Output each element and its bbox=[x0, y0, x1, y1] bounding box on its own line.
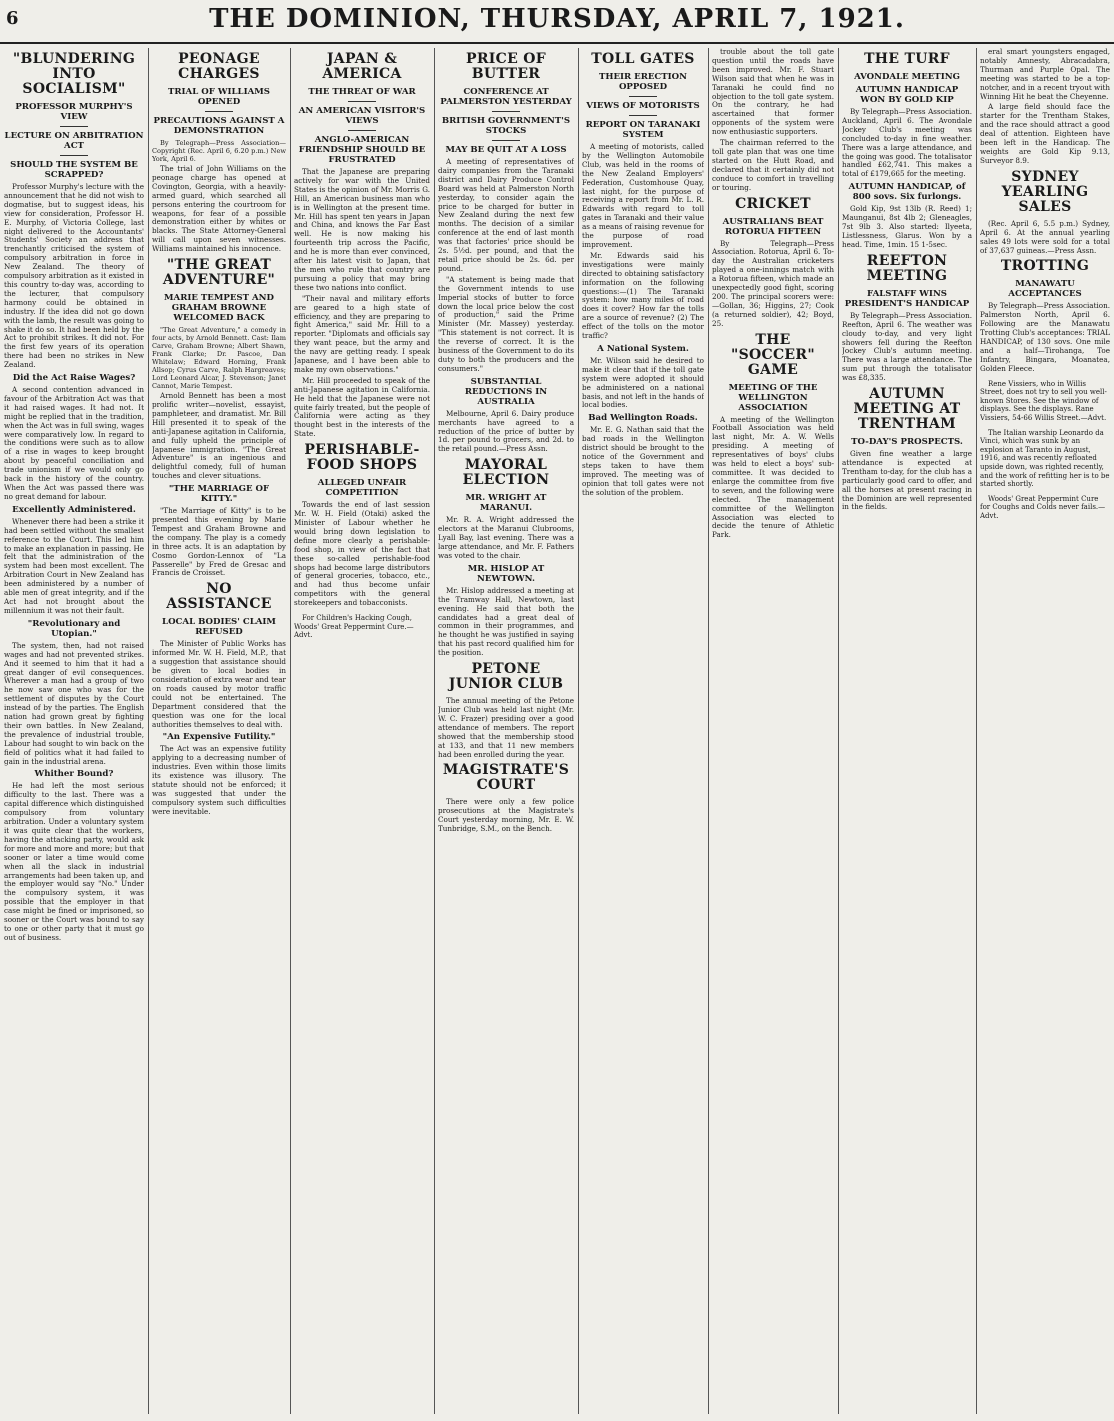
headline-trentham: AUTUMN MEETING AT TRENTHAM bbox=[853, 386, 961, 433]
article-paragraph: Professor Murphy's lecture with the announcement that he did not wish to dogmatise, but to suggest ideas, his view for consideration, Professor H. E. Murphy, of Victoria College, last night delivered to the Accountants' Students' Society an address that trenchantly criticised the system of compulsory arbitration in force in New Zealand. The theory of compulsory arbitration as it existed in this country to-day was, according to the lecturer, that compulsory harmony could be obtained in industry. If the idea did not go down with the lamb, the result was going to shake it do so. It had been held by the Act to prohibit strikes. It did not. For the first few years of its operation there had been no strikes in New Zealand. bbox=[4, 182, 144, 370]
subhead-scrapped: SHOULD THE SYSTEM BE SCRAPPED? bbox=[10, 160, 138, 180]
subhead-rotorua-fifteen: AUSTRALIANS BEAT ROTORUA FIFTEEN bbox=[722, 216, 824, 237]
subhead-quit-at-loss: MAY BE QUIT AT A LOSS bbox=[445, 145, 567, 155]
column-4 bbox=[438, 48, 574, 1416]
subhead-precautions: PRECAUTIONS AGAINST A DEMONSTRATION bbox=[153, 116, 285, 136]
page-title: THE DOMINION, THURSDAY, APRIL 7, 1921. bbox=[209, 4, 905, 34]
section-heading: A National System. bbox=[597, 343, 689, 354]
headline-soccer-game: THE "SOCCER" GAME bbox=[731, 331, 815, 378]
headline-japan-america: JAPAN & AMERICA bbox=[322, 51, 402, 82]
headline-peonage-charges: PEONAGE CHARGES bbox=[178, 51, 260, 82]
article-paragraph: By Telegraph—Press Association. Rotorua, April 6. To-day the Australian cricketers played a one-innings match with a Rotorua fifteen, which made an unexpectedly good fight, scoring 200. The principal scorers were:—Gollan, 36; Higgins, 27; Cook (a returned soldier), 42; Boyd, 25. bbox=[712, 238, 834, 328]
article-paragraph: He had left the most serious difficulty to the last. There was a capital difference which distinguished compulsory from voluntary arbitration. Under a voluntary system it was quite clear that the workers, having the attacking party, would ask for more and more and more; but that sooner or later a time would come when all the slack in industrial arrangements had been taken up, and the employer would say "No." Under the compulsory system, it was possible that the employer in that case might be fined or imprisoned, so sooner or the Court was bound to say to one or other party that it must go out of business. bbox=[4, 781, 144, 942]
article-paragraph: Given fine weather a large attendance is expected at Trentham to-day, for the club has a particularly good card to offer, and all the horses at present racing in the Dominion are well represented in the fields. bbox=[842, 449, 972, 512]
section-heading: "THE MARRIAGE OF KITTY." bbox=[168, 484, 270, 505]
subhead-arbitration-lecture: LECTURE ON ARBITRATION ACT bbox=[4, 131, 144, 151]
section-heading: Did the Act Raise Wages? bbox=[12, 373, 136, 384]
article-paragraph: trouble about the toll gate question until the roads have been improved. Mr. F. Stuart Wilson said that when he was in Taranaki he could find no objection to the toll gate system. On the contrary, he had ascertained that former opponents of the system were now enthusiastic supporters. bbox=[712, 48, 834, 137]
subhead-visitors-views: AN AMERICAN VISITOR'S VIEWS bbox=[298, 106, 426, 126]
subhead-prospects: TO-DAY'S PROSPECTS. bbox=[851, 437, 963, 448]
page-number: 6 bbox=[6, 8, 19, 29]
headline-no-assistance: NO ASSISTANCE bbox=[166, 581, 272, 613]
byline: By Telegraph—Press Association—Copyright (Rec. April 6, 6.20 p.m.) New York, April 6. bbox=[152, 139, 286, 163]
subhead-erection-opposed: THEIR ERECTION OPPOSED bbox=[598, 72, 688, 92]
article-paragraph: eral smart youngsters engaged, notably Amnesty, Abracadabra, Thurman and Purple Opal. The meeting was started to be a top-notcher, and in a recent tryout with Winning Hit he beat the Cheyenne. bbox=[980, 48, 1110, 101]
news-brief: The Italian warship Leonardo da Vinci, which was sunk by an explosion at Taranto in August, 1916, and was recently refloated upside down, was righted recently, and the work of refitting her is to be started shortly. bbox=[980, 428, 1110, 489]
article-paragraph: Mr. E. G. Nathan said that the bad roads in the Wellington district should be brought to the notice of the Government and steps taken to have them improved. The meeting was of opinion that toll gates were not the solution of the problem. bbox=[582, 425, 704, 497]
advertisement: For Children's Hacking Cough, Woods' Great Peppermint Cure.—Advt. bbox=[294, 614, 414, 640]
race-result: Gold Kip, 9st 13lb (R. Reed) 1; Maunganui, 8st 4lb 2; Gleneagles, 7st 9lb 3. Also started: Ilyeeta, Listlessness, Glarus. Won by a head. Time, 1min. 15 1-5sec. bbox=[842, 204, 972, 249]
subhead-conference: CONFERENCE AT PALMERSTON YESTERDAY bbox=[440, 87, 572, 107]
article-paragraph: The Act was an expensive futility applying to a decreasing number of industries. Even within those limits its existence was illusory. The statute should not be enforced; it was suggested that under the compulsory system such difficulties were inevitable. bbox=[152, 744, 286, 816]
article-paragraph: Mr. R. A. Wright addressed the electors at the Maranui Clubrooms, Lyall Bay, last evening. There was a large attendance, and Mr. F. Fathers was voted to the chair. bbox=[438, 515, 574, 560]
subhead-unfair-competition: ALLEGED UNFAIR COMPETITION bbox=[317, 478, 407, 499]
headline-petone-junior: PETONE JUNIOR CLUB bbox=[448, 661, 564, 693]
headline-blundering-socialism: "BLUNDERING INTO SOCIALISM" bbox=[12, 51, 136, 97]
subhead-tempest-browne: MARIE TEMPEST AND GRAHAM BROWNE WELCOMED BACK bbox=[164, 293, 274, 324]
section-heading: "Revolutionary and Utopian." bbox=[27, 618, 121, 639]
section-heading: SUBSTANTIAL REDUCTIONS IN AUSTRALIA bbox=[464, 376, 548, 407]
subhead-anglo-american: ANGLO-AMERICAN FRIENDSHIP SHOULD BE FRUSTRATED bbox=[298, 135, 426, 165]
column-6 bbox=[712, 48, 834, 1416]
column-5 bbox=[582, 48, 704, 1416]
section-heading: Excellently Administered. bbox=[12, 504, 136, 515]
article-paragraph: "A statement is being made that the Government intends to use Imperial stocks of butter to force down the local price below the cost of production," said the Prime Minister (Mr. Massey) yesterday. "This statement is not correct. It is the reverse of correct. It is the business of the Government to do its duty to both the producers and the consumers." bbox=[438, 274, 574, 373]
article-paragraph: (Rec. April 6, 5.5 p.m.) Sydney, April 6. At the annual yearling sales 49 lots were sold for a total of 37,637 guineas.—Press Assn. bbox=[980, 218, 1110, 255]
headline-the-turf: THE TURF bbox=[864, 51, 950, 67]
article-paragraph: Whenever there had been a strike it had been settled without the smallest reference to the Court. This led him to make an explanation in passing. He felt that the administration of the system had been most excellent. The Arbitration Court in New Zealand has been administered by a number of able men of great integrity, and if the Act had not brought about the millennium it was not their fault. bbox=[4, 516, 144, 615]
column-8 bbox=[980, 48, 1110, 1416]
column-7 bbox=[842, 48, 972, 1416]
article-paragraph: By Telegraph—Press Association. Reefton, April 6. The weather was cloudy to-day, and very light showers fell during the Reefton Jockey Club's autumn meeting. There was a large attendance. The sum put through the totalisator was £8,335. bbox=[842, 310, 972, 383]
subhead-gold-kip: AUTUMN HANDICAP WON BY GOLD KIP bbox=[855, 85, 959, 105]
article-paragraph: Arnold Bennett has been a most prolific writer—novelist, essayist, pamphleteer, and dramatist. Mr. Bill Hill presented it to speak of the anti-Japanese agitation in California, and fully upheld the principle of Japanese immigration. "The Great Adventure" is an ingenious and delightful comedy, full of human touches and clever situations. bbox=[152, 391, 286, 481]
subhead-wellington-association: MEETING OF THE WELLINGTON ASSOCIATION bbox=[728, 382, 818, 413]
article-paragraph: By Telegraph—Press Association. Auckland, April 6. The Avondale Jockey Club's meeting was concluded to-day in fine weather. There was a large attendance, and the going was good. The totalisator handled £62,741. This makes a total of £179,665 for the meeting. bbox=[842, 107, 972, 179]
article-paragraph: "Their naval and military efforts are geared to a high state of efficiency, and they are preparing to fight America," said Mr. Hill to a reporter. "Diplomats and officials say they want peace, but the army and the navy are getting ready. I speak Japanese, and I have been able to make my own observations." bbox=[294, 293, 430, 374]
headline-magistrates-court: MAGISTRATE'S COURT bbox=[442, 762, 570, 794]
article-paragraph: Mr. Hislop addressed a meeting at the Tramway Hall, Newtown, last evening. He said that both the candidates had a great deal of common in their programmes, and he thought he was justified in saying that his past record qualified him for the position. bbox=[438, 585, 574, 658]
headline-great-adventure: "THE GREAT ADVENTURE" bbox=[162, 257, 276, 289]
headline-price-of-butter: PRICE OF BUTTER bbox=[466, 51, 546, 82]
masthead bbox=[0, 0, 1114, 44]
article-paragraph: The trial of John Williams on the peonage charge has opened at Covington, Georgia, with a heavily-armed guard, which searched all persons entering the courtroom for weapons, for fear of a possible demonstration either by whites or blacks. The State Attorney-General will call upon seven witnesses. Williams maintained his innocence. bbox=[152, 164, 286, 254]
column-3 bbox=[294, 48, 430, 1416]
headline-perishable-food: PERISHABLE-FOOD SHOPS bbox=[304, 442, 420, 474]
advertisement: Rene Vissiers, who in Willis Street, does not try to sell you well-known Stores. See the window of displays. See the displays. Rane Vissiers, 54-66 Willis Street.—Advt. bbox=[980, 379, 1107, 423]
article-paragraph: A meeting of the Wellington Football Association was held last night, Mr. A. W. Wells presiding. A meeting of representatives of boys' clubs was held to elect a boys' sub-committee. It was decided to enlarge the committee from five to seven, and the following were elected. The management committee of the Wellington Association was elected to decide the tenure of Athletic Park. bbox=[712, 414, 834, 540]
subhead-manawatu: MANAWATU ACCEPTANCES bbox=[1008, 279, 1082, 300]
subhead-views-motorists: VIEWS OF MOTORISTS bbox=[586, 101, 700, 111]
article-paragraph: The annual meeting of the Petone Junior Club was held last night (Mr. W. C. Frazer) presiding over a good attendance of members. The report showed that the membership stood at 133, and that 11 new members had been enrolled during the year. bbox=[438, 696, 574, 759]
article-paragraph: Mr. Edwards said his investigations were mainly directed to obtaining satisfactory information on the following questions:—(1) The Taranaki system: how many miles of road does it cover? How far the tolls are a source of revenue? (2) The effect of the tolls on the motor traffic? bbox=[582, 250, 704, 341]
section-heading: Bad Wellington Roads. bbox=[588, 413, 698, 424]
headline-cricket: CRICKET bbox=[735, 195, 811, 212]
subhead-avondale-meeting: AVONDALE MEETING bbox=[854, 72, 960, 82]
race-heading: AUTUMN HANDICAP, of 800 sovs. Six furlongs. bbox=[848, 182, 966, 203]
section-heading: MR. WRIGHT AT MARANUI. bbox=[465, 493, 547, 514]
column-2 bbox=[152, 48, 286, 1416]
headline-toll-gates: TOLL GATES bbox=[591, 51, 695, 67]
section-heading: "An Expensive Futility." bbox=[162, 732, 276, 743]
article-paragraph: The Minister of Public Works has informed Mr. W. H. Field, M.P., that a suggestion that assistance should be given to local bodies in consideration of extra wear and tear on roads caused by motor traffic could not be entertained. The Department considered that the question was one for the local authorities themselves to deal with. bbox=[152, 639, 286, 729]
article-paragraph: A meeting of motorists, called by the Wellington Automobile Club, was held in the rooms of the New Zealand Employers' Federation, Customhouse Quay, last night, for the purpose of receiving a report from Mr. L. R. Edwards with regard to toll gates in Taranaki and their value as a means of raising revenue for the purpose of road improvement. bbox=[582, 142, 704, 249]
article-paragraph: Mr. Wilson said he desired to make it clear that if the toll gate system were adopted it should be administered on a national basis, and not left in the hands of local bodies. bbox=[582, 355, 704, 410]
subhead-british-stocks: BRITISH GOVERNMENT'S STOCKS bbox=[441, 116, 571, 136]
article-paragraph: "The Marriage of Kitty" is to be presented this evening by Marie Tempest and Graham Browne and the company. The play is a comedy in three acts. It is an adaptation by Cosmo Gordon-Lennox of "La Passerelle" by Fred de Gresac and Francis de Croisset. bbox=[152, 506, 286, 578]
subhead-taranaki-report: REPORT ON TARANAKI SYSTEM bbox=[585, 120, 701, 140]
article-paragraph: By Telegraph—Press Association. Palmerston North, April 6. Following are the Manawatu Trotting Club's acceptances: TRIAL HANDICAP, of 130 sovs. One mile and a half—Tirohanga, Toe Infantry, Bingara, Moanatea, Golden Fleece. bbox=[980, 301, 1110, 373]
column-1 bbox=[4, 48, 144, 1416]
subhead-williams-trial: TRIAL OF WILLIAMS OPENED bbox=[167, 87, 270, 107]
article-paragraph: Mr. Hill proceeded to speak of the anti-Japanese agitation in California. He held that the Japanese were not quite fairly treated, but the people of California were acting as they thought best in the interests of the State. bbox=[294, 375, 430, 439]
subhead-threat-of-war: THE THREAT OF WAR bbox=[308, 87, 416, 97]
cast-list: "The Great Adventure," a comedy in four acts, by Arnold Bennett. Cast: Ilam Carve, Graham Browne; Albert Shawn, Frank Clarke; Dr. Pascoe, Dan Whitelaw; Edward Horning, Frank Allsop; Cyrus Carve, Ralph Hargreaves; Lord Leonard Alcar, J. Stevenson; Janet Cannot, Marie Tempest. bbox=[152, 326, 286, 391]
headline-mayoral-election: MAYORAL ELECTION bbox=[462, 457, 550, 489]
subhead-murphy-view: PROFESSOR MURPHY'S VIEW bbox=[15, 102, 133, 122]
article-paragraph: Towards the end of last session Mr. W. H. Field (Otaki) asked the Minister of Labour whether he would bring down legislation to define more clearly a perishable-food shop, in view of the fact that these so-called perishable-food shops had become large distributors of general groceries, tobacco, etc., and had thus become unfair competitors with the general storekeepers and tobacconists. bbox=[294, 500, 430, 608]
article-paragraph: Melbourne, April 6. Dairy produce merchants have agreed to a reduction of the price of butter by 1d. per pound to grocers, and 2d. to the retail pound.—Press Assn. bbox=[438, 408, 574, 454]
article-paragraph: A second contention advanced in favour of the Arbitration Act was that it had raised wages. It had not. It might be replied that in the tradition, when the Act was in full swing, wages were comparatively low. In regard to the conditions were such as to allow of a rise in wages to keep brought about by peaceful conciliation and trade unionism if we would only go back in the history of the country. When the Act was passed there was no great demand for labour. bbox=[4, 385, 144, 501]
subhead-falstaff: FALSTAFF WINS PRESIDENT'S HANDICAP bbox=[844, 288, 970, 309]
headline-sydney-yearling: SYDNEY YEARLING SALES bbox=[1001, 168, 1089, 215]
headline-trotting: TROTTING bbox=[1000, 258, 1090, 275]
section-heading: MR. HISLOP AT NEWTOWN. bbox=[467, 563, 545, 584]
headline-reefton-meeting: REEFTON MEETING bbox=[866, 252, 948, 284]
article-paragraph: The system, then, had not raised wages and had not prevented strikes. And it seemed to him that it had a great danger of evil consequences. Wherever a man had a group of two he now saw one who was for the settlement of disputes by the Court instead of by the parties. The English nation had grown great by fighting their own battles. In New Zealand, the prevalence of industrial trouble, Labour had sought to win back on the field of politics what it had failed to gain in the industrial arena. bbox=[4, 640, 144, 766]
advertisement: Woods' Great Peppermint Cure for Coughs and Colds never fails.—Advt. bbox=[980, 494, 1106, 520]
subhead-local-bodies: LOCAL BODIES' CLAIM REFUSED bbox=[162, 617, 276, 638]
article-paragraph: There were only a few police prosecutions at the Magistrate's Court yesterday morning, Mr. E. W. Tunbridge, S.M., on the Bench. bbox=[438, 797, 574, 834]
article-paragraph: A meeting of representatives of dairy companies from the Taranaki district and Dairy Produce Control Board was held at Palmerston North yesterday, to consider again the price to be charged for butter in New Zealand during the next few months. The decision of a similar conference at the end of last month was that factories' price should be 2s. 5½d. per pound, and that the retail price should be 2s. 6d. per pound. bbox=[438, 157, 574, 273]
article-paragraph: The chairman referred to the toll gate plan that was one time started on the Hutt Road, and declared that it certainly did not conduce to comfort in travelling or touring. bbox=[712, 138, 834, 192]
article-paragraph: A large field should face the starter for the Trentham Stakes, and the race should attract a good deal of attention. Eighteen have been left in the Handicap. The weights are Gold Kip 9.13, Surveyor 8.9. bbox=[980, 102, 1110, 165]
section-heading: Whither Bound? bbox=[34, 769, 114, 780]
article-paragraph: That the Japanese are preparing actively for war with the United States is the opinion of Mr. Morris G. Hill, an American business man who is in Wellington at the present time. Mr. Hill has spent ten years in Japan and China, and knows the Far East well. He is now making his fourteenth trip across the Pacific, and he is more than ever convinced, after his latest visit to Japan, that the men who rule that country are pursuing a policy that may bring these two nations into conflict. bbox=[294, 167, 430, 292]
